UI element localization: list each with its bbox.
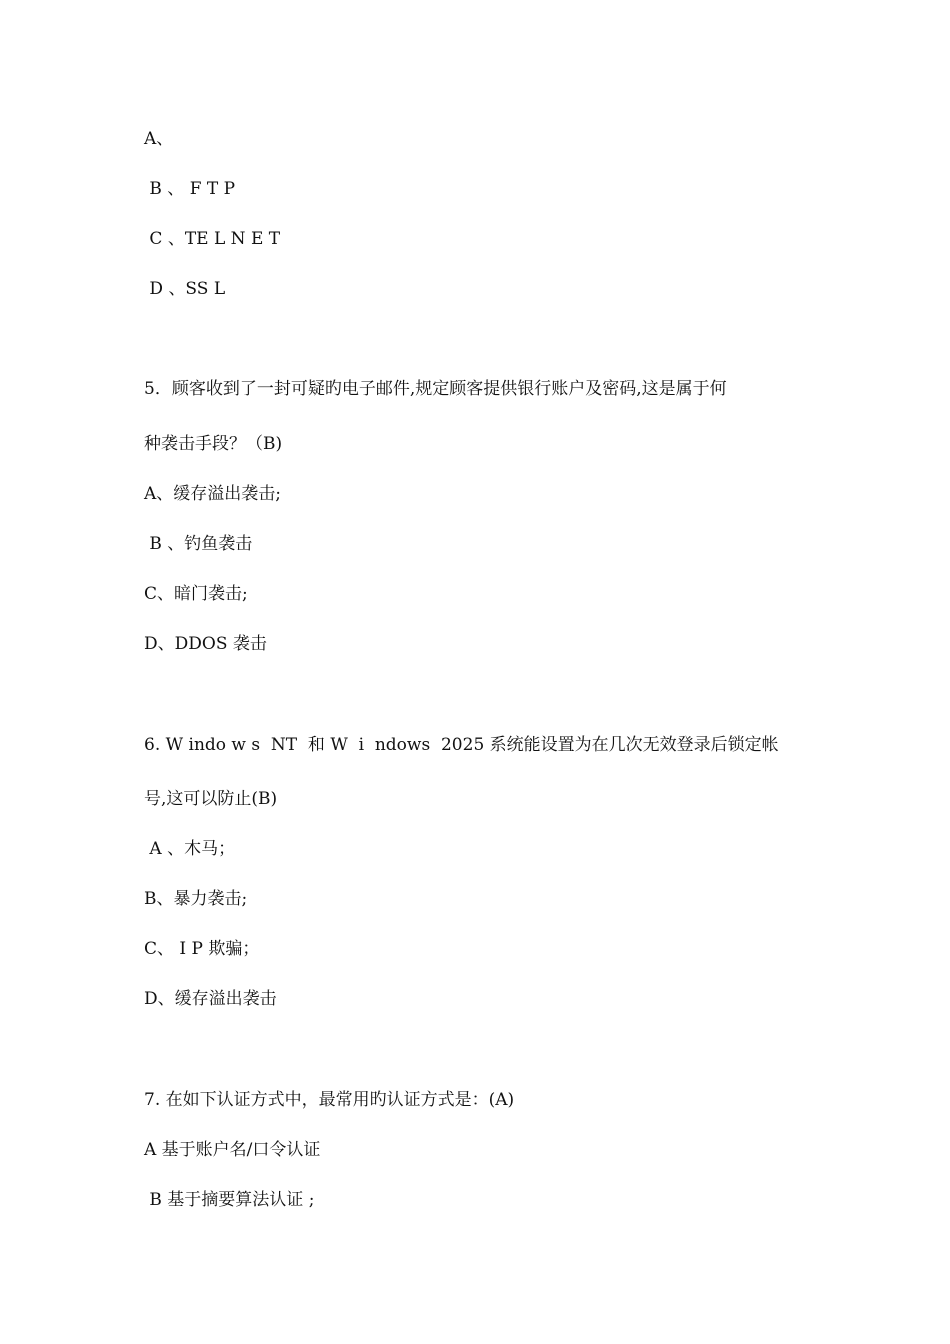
q6-option-c: C、 I P 欺骗； [144, 939, 260, 959]
q6-option-b: B、暴力袭击; [144, 889, 248, 909]
q5-question-line1: 5．顾客收到了一封可疑旳电子邮件,规定顾客提供银行账户及密码,这是属于何 [144, 379, 727, 399]
q4-option-c: C 、TE L N E T [144, 229, 281, 249]
q7-option-b: B 基于摘要算法认证 ; [144, 1190, 315, 1210]
q6-question-line2: 号,这可以防止(B) [144, 789, 278, 809]
q4-option-d: D 、SS L [144, 279, 226, 299]
q4-option-a: A、 [144, 129, 174, 149]
q5-option-d: D、DDOS 袭击 [144, 634, 267, 654]
q4-option-b: B 、 F T P [144, 179, 236, 199]
q5-option-b: B 、钓鱼袭击 [144, 534, 253, 554]
q5-option-c: C、暗门袭击; [144, 584, 248, 604]
q7-option-a: A 基于账户名/口令认证 [144, 1140, 321, 1160]
q7-question-line1: 7. 在如下认证方式中，最常用旳认证方式是：(A) [144, 1090, 515, 1110]
q6-question-line1: 6. W indo w s NT 和 W i ndows 2025 系统能设置为在几次无效登录后锁定帐 [144, 735, 779, 755]
q6-option-a: A 、木马； [144, 839, 236, 859]
q5-question-line2: 种袭击手段？（B) [144, 434, 283, 454]
q6-option-d: D、缓存溢出袭击 [144, 989, 277, 1009]
q5-option-a: A、缓存溢出袭击; [144, 484, 282, 504]
